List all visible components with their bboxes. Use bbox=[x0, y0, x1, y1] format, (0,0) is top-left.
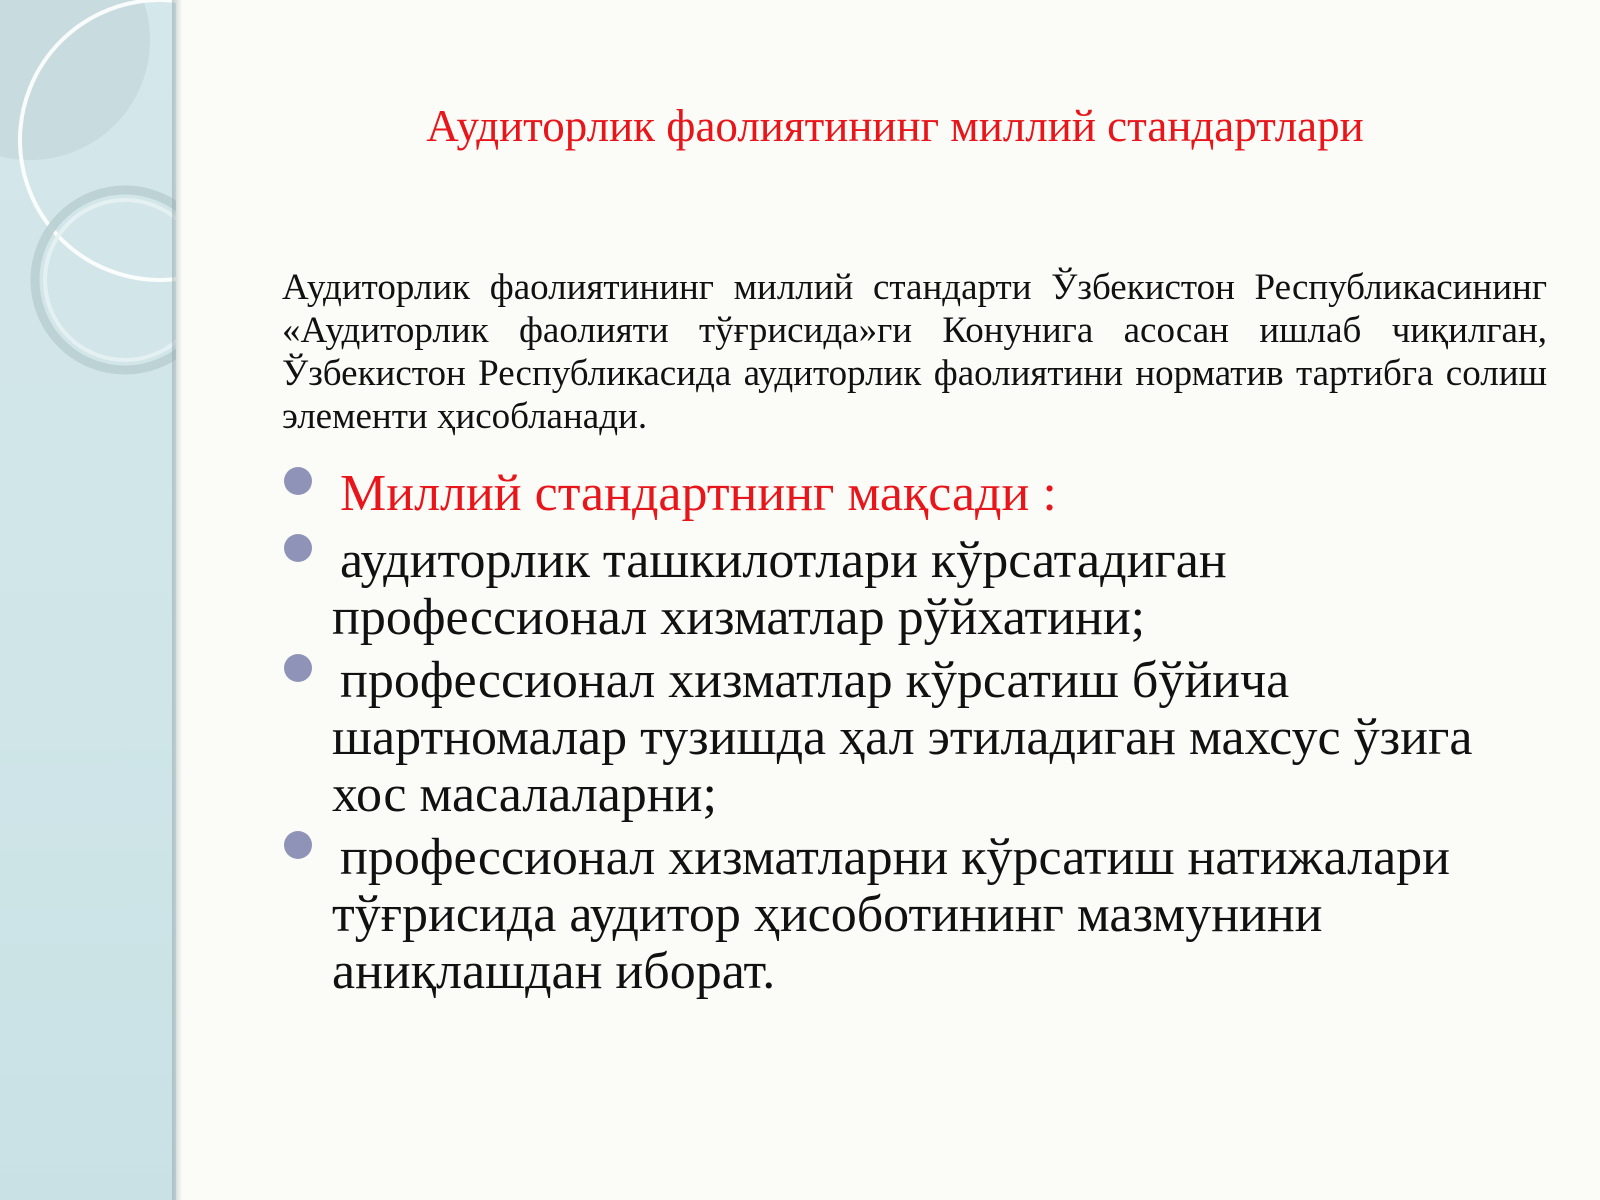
bullet-text: Миллий стандартнинг мақсади : bbox=[340, 465, 1057, 522]
bullet-list bbox=[282, 465, 1547, 1006]
bullet-item-report-content bbox=[282, 829, 1547, 1000]
intro-paragraph: Аудиторлик фаолиятининг миллий стандарти Ўзбекистон Республикасининг «Аудиторлик фаолияти тўғрисида»ги Конунига асосан ишлаб чиқилган, Ўзбекистон Республикасида аудиторлик фаолиятини норматив тартибга солиш элементи ҳисобланади. bbox=[282, 267, 1547, 437]
bullet-item-contract-issues bbox=[282, 652, 1547, 823]
slide-title: Аудиторлик фаолиятининг миллий стандартлари bbox=[426, 101, 1364, 151]
decorative-circles bbox=[0, 0, 176, 1200]
bullet-text: профессионал хизматлар кўрсатиш бўйича шартномалар тузишда ҳал этиладиган махсус ўзига хос масалаларни; bbox=[332, 652, 1473, 823]
bullet-dot-icon bbox=[284, 654, 312, 682]
bullet-item-services-list bbox=[282, 532, 1547, 646]
bullet-dot-icon bbox=[284, 534, 312, 562]
deco-circle-filled bbox=[0, 0, 150, 160]
side-panel-shadow bbox=[172, 0, 182, 1200]
side-decoration-panel bbox=[0, 0, 176, 1200]
bullet-dot-icon bbox=[284, 831, 312, 859]
bullet-item-goal-heading bbox=[282, 465, 1547, 522]
bullet-text: аудиторлик ташкилотлари кўрсатадиган профессионал хизматлар рўйхатини; bbox=[332, 532, 1227, 646]
bullet-dot-icon bbox=[284, 467, 312, 495]
bullet-text: профессионал хизматларни кўрсатиш натижалари тўғрисида аудитор ҳисоботининг мазмунини аниқлашдан иборат. bbox=[332, 829, 1450, 1000]
